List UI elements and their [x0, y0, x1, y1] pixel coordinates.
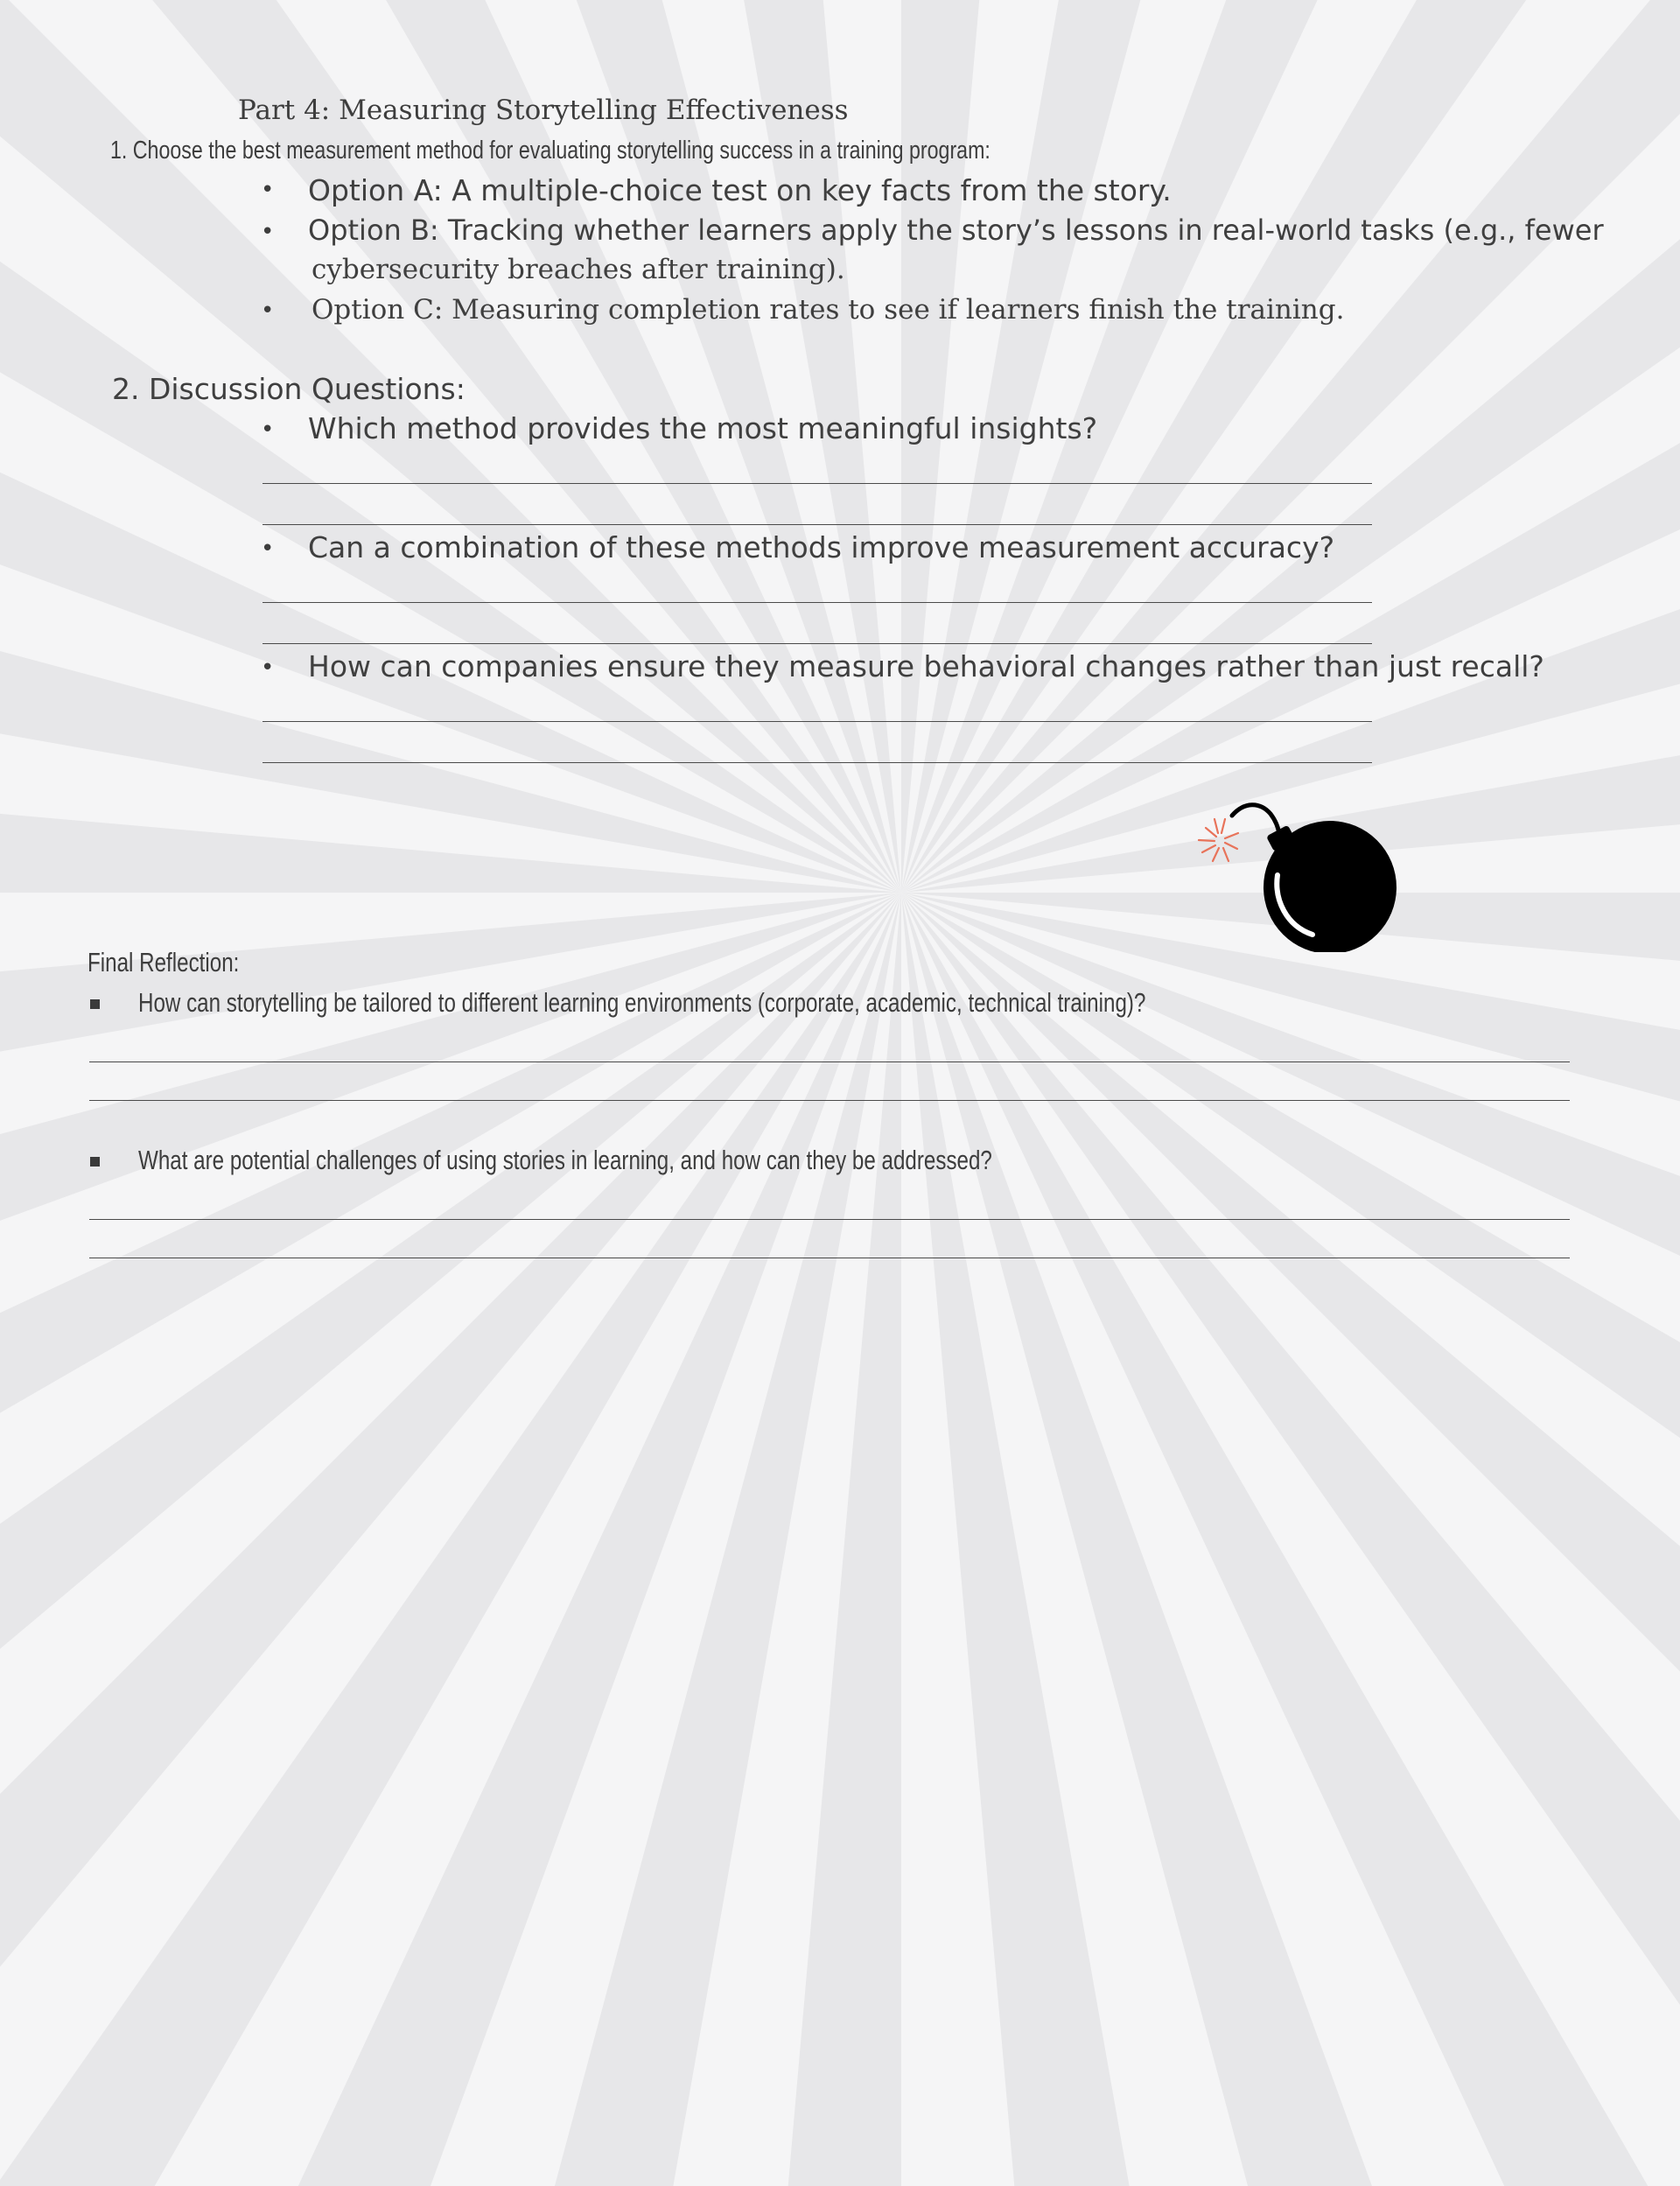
discussion-question-3: How can companies ensure they measure behavioral changes rather than just recall? — [308, 649, 1544, 683]
discussion-question-1: Which method provides the most meaningful insights? — [308, 411, 1098, 445]
answer-line[interactable] — [262, 762, 1372, 763]
reflection-question-1: How can storytelling be tailored to different learning environments (corporate, academic, technical training)? — [138, 987, 1146, 1018]
square-bullet — [90, 1157, 100, 1167]
discussion-title: 2. Discussion Questions: — [112, 372, 466, 406]
question-1: 1. Choose the best measurement method for evaluating storytelling success in a training program: — [110, 137, 990, 165]
option-c: Option C: Measuring completion rates to see if learners finish the training. — [312, 294, 1345, 326]
answer-line[interactable] — [262, 524, 1372, 525]
bullet: • — [261, 536, 275, 562]
bullet: • — [261, 417, 275, 443]
answer-line[interactable] — [262, 483, 1372, 484]
answer-line[interactable] — [262, 643, 1372, 644]
discussion-question-2: Can a combination of these methods improve measurement accuracy? — [308, 530, 1335, 564]
answer-line[interactable] — [89, 1061, 1570, 1062]
answer-line[interactable] — [89, 1219, 1570, 1220]
answer-line[interactable] — [262, 602, 1372, 603]
option-b: Option B: Tracking whether learners apply the story’s lessons in real-world tasks (e.g., fewer — [308, 214, 1604, 247]
option-b-continued: cybersecurity breaches after training). — [312, 254, 845, 285]
square-bullet — [90, 999, 100, 1009]
bomb-icon — [1190, 795, 1409, 952]
bullet: • — [261, 298, 275, 324]
final-reflection-title: Final Reflection: — [88, 947, 240, 977]
bullet: • — [261, 177, 275, 203]
answer-line[interactable] — [89, 1100, 1570, 1101]
bullet: • — [261, 219, 275, 245]
bullet: • — [261, 655, 275, 681]
option-a: Option A: A multiple-choice test on key facts from the story. — [308, 173, 1172, 207]
reflection-question-2: What are potential challenges of using stories in learning, and how can they be addressed? — [138, 1145, 992, 1175]
answer-line[interactable] — [262, 721, 1372, 722]
part-title: Part 4: Measuring Storytelling Effectiveness — [238, 95, 849, 126]
